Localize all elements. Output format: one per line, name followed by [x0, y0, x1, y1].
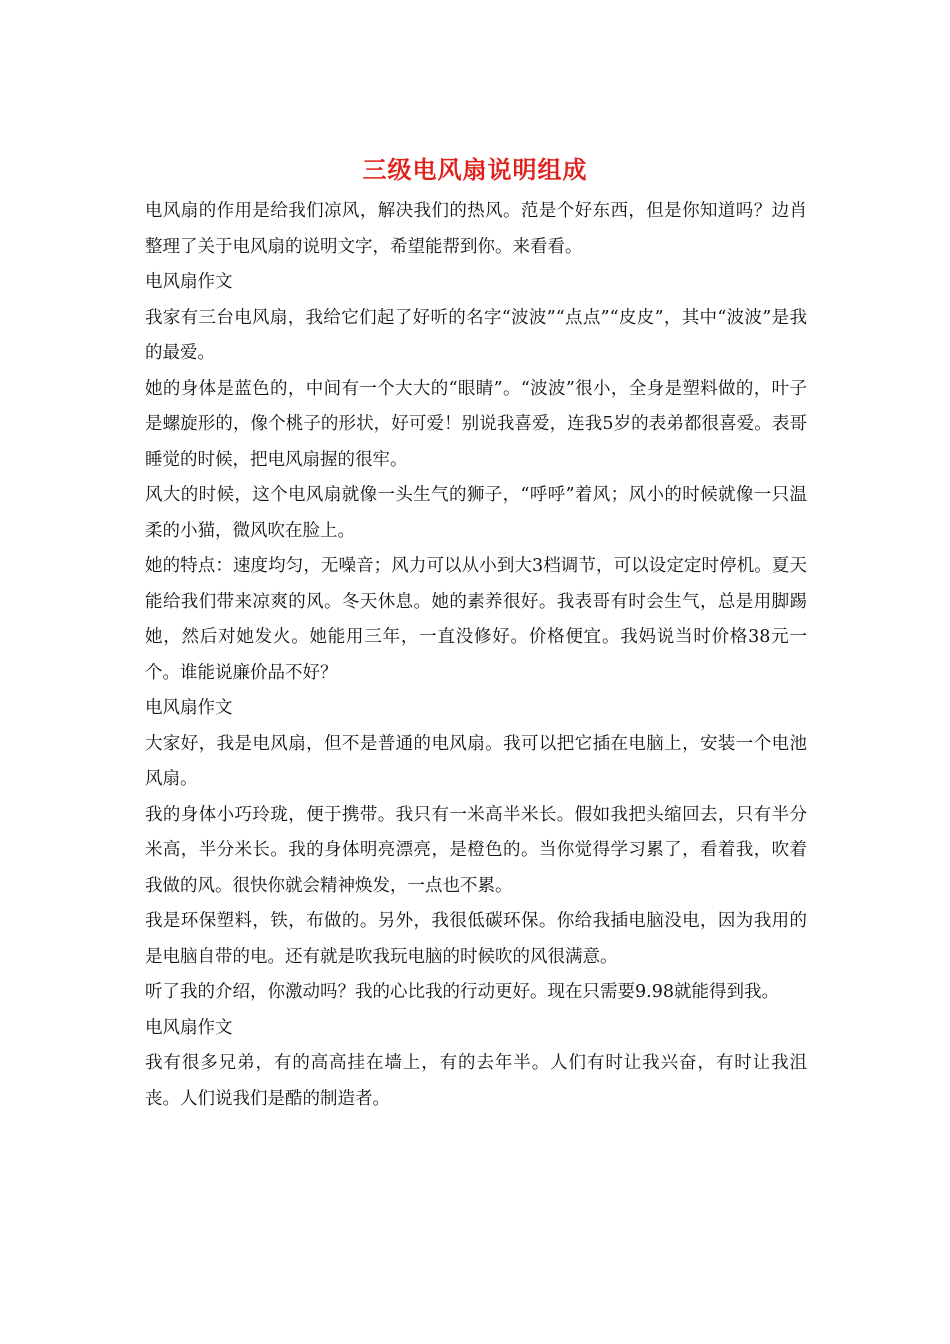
paragraph: 她的身体是蓝色的，中间有一个大大的“眼睛”。“波波”很小，全身是塑料做的，叶子是螺旋形的，像个桃子的形状，好可爱！别说我喜爱，连我5岁的表弟都很喜爱。表哥睡觉的时候，把电风扇握的很牢。 — [145, 378, 807, 470]
section-heading: 电风扇作文 — [145, 272, 233, 292]
paragraph: 我是环保塑料，铁，布做的。另外，我很低碳环保。你给我插电脑没电，因为我用的是电脑自带的电。还有就是吹我玩电脑的时候吹的风很满意。 — [145, 911, 807, 967]
paragraph: 风大的时候，这个电风扇就像一头生气的狮子，“呼呼”着风；风小的时候就像一只温柔的小猫，微风吹在脸上。 — [145, 485, 807, 541]
paragraph: 听了我的介绍，你激动吗？我的心比我的行动更好。现在只需要9.98就能得到我。 — [145, 982, 779, 1002]
document-title: 三级电风扇说明组成 — [362, 155, 588, 184]
paragraph: 大家好，我是电风扇，但不是普通的电风扇。我可以把它插在电脑上，安装一个电池风扇。 — [145, 733, 807, 789]
paragraph: 我家有三台电风扇，我给它们起了好听的名字“波波”“点点”“皮皮”，其中“波波”是我的最爱。 — [145, 307, 807, 363]
section-heading: 电风扇作文 — [145, 1017, 233, 1038]
paragraph: 她的特点：速度均匀，无噪音；风力可以从小到大3档调节，可以设定定时停机。夏天能给我们带来凉爽的风。冬天休息。她的素养很好。我表哥有时会生气，总是用脚踢她，然后对她发火。她能用三年，一直没修好。价格便宜。我妈说当时价格38元一个。谁能说廉价品不好？ — [145, 556, 807, 683]
section-heading: 电风扇作文 — [145, 698, 233, 718]
document-body — [145, 194, 807, 1117]
paragraph: 我的身体小巧玲珑，便于携带。我只有一米高半米长。假如我把头缩回去，只有半分米高，半分米长。我的身体明亮漂亮，是橙色的。当你觉得学习累了，看着我，吹着我做的风。很快你就会精神焕发，一点也不累。 — [145, 804, 807, 896]
paragraph: 电风扇的作用是给我们凉风，解决我们的热风。范是个好东西，但是你知道吗？边肖整理了关于电风扇的说明文字，希望能帮到你。来看看。 — [145, 201, 807, 257]
paragraph: 我有很多兄弟，有的高高挂在墙上，有的去年半。人们有时让我兴奋，有时让我沮丧。人们说我们是酷的制造者。 — [145, 1053, 807, 1109]
